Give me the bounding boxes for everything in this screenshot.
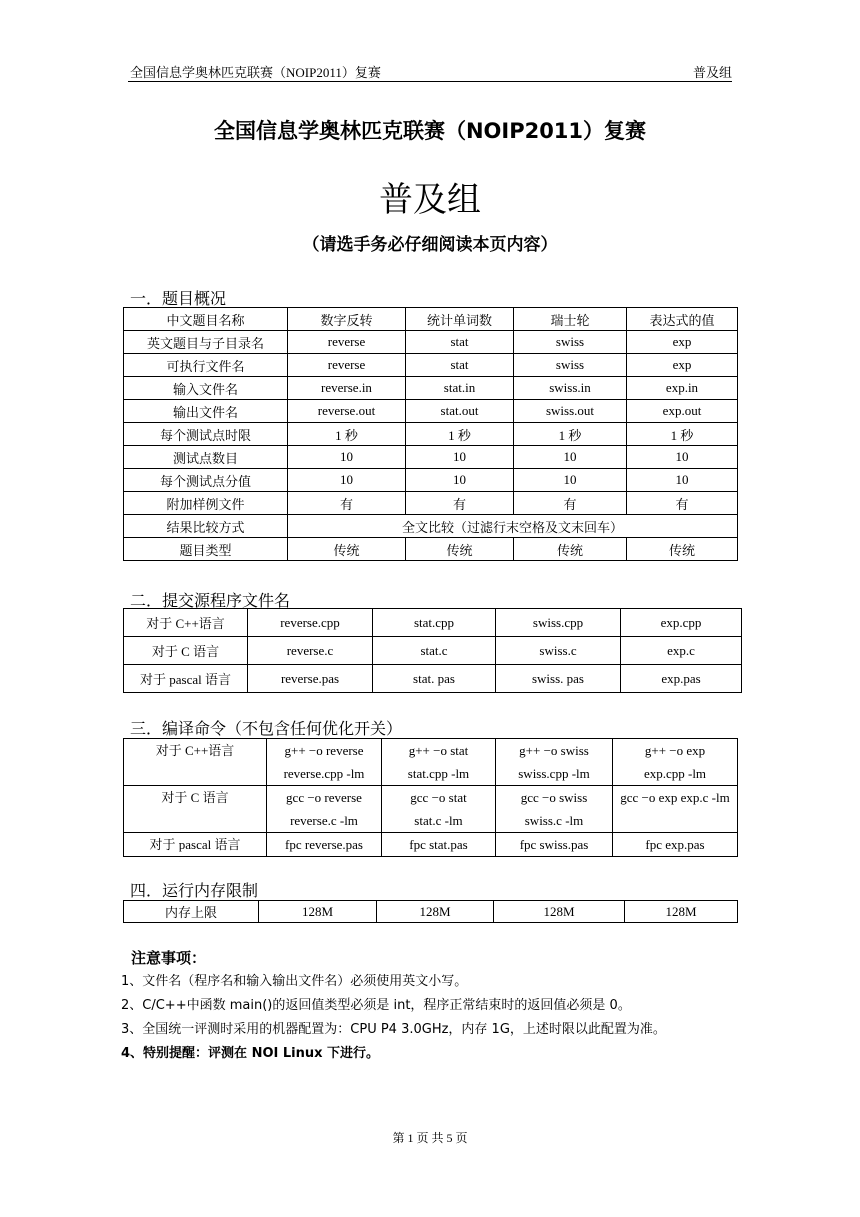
- table-cell: 输出文件名: [124, 400, 288, 423]
- page-number-footer: 第 1 页 共 5 页: [392, 1131, 468, 1145]
- note-item: 3、全国统一评测时采用的机器配置为：CPU P4 3.0GHz，内存 1G，上述时限以此配置为准。: [121, 1022, 666, 1037]
- table-cell: exp.out: [627, 400, 738, 423]
- section-heading-memory-limit: 四．运行内存限制: [130, 881, 259, 900]
- running-header-group: 普及组: [692, 65, 732, 80]
- table-row: [124, 786, 738, 833]
- table-cell: 题目类型: [124, 538, 288, 561]
- cell-line: exp.cpp -lm: [643, 766, 707, 781]
- table-cell: 测试点数目: [124, 446, 288, 469]
- cell-line: stat.c -lm: [414, 813, 463, 828]
- table-cell: 10: [627, 469, 738, 492]
- table-cell: exp.pas: [621, 665, 742, 693]
- table-row: [124, 609, 742, 637]
- table-cell: stat.out: [406, 400, 514, 423]
- header-rule: [128, 81, 732, 82]
- table-cell: exp.c: [621, 637, 742, 665]
- table-cell: 10: [406, 469, 514, 492]
- table-row: [124, 901, 738, 923]
- cell-line: g++ −o exp: [644, 743, 706, 758]
- table-cell: 每个测试点时限: [124, 423, 288, 446]
- cell-line: fpc stat.pas: [409, 837, 468, 852]
- table-cell: reverse.c: [248, 637, 373, 665]
- table-cell: [124, 739, 267, 786]
- table-cell: stat. pas: [373, 665, 496, 693]
- table-cell: 可执行文件名: [124, 354, 288, 377]
- reading-notice: （请选手务必仔细阅读本页内容）: [302, 235, 558, 255]
- table-cell: reverse.pas: [248, 665, 373, 693]
- cell-line: 对于 C++语言: [155, 743, 235, 758]
- table-row: [124, 833, 738, 857]
- cell-line: fpc exp.pas: [645, 837, 705, 852]
- cell-line: swiss.c -lm: [524, 813, 584, 828]
- table-cell: [382, 739, 496, 786]
- memory-limit-table: [123, 900, 738, 923]
- table-cell: 中文题目名称: [124, 308, 288, 331]
- table-cell: [496, 739, 613, 786]
- table-cell: reverse.out: [288, 400, 406, 423]
- table-cell: swiss. pas: [496, 665, 621, 693]
- cell-line: g++ −o stat: [408, 743, 469, 758]
- table-cell: 1 秒: [406, 423, 514, 446]
- table-cell: 内存上限: [124, 901, 259, 923]
- cell-line: gcc −o swiss: [520, 790, 588, 805]
- table-row: [124, 515, 738, 538]
- table-cell: 128M: [377, 901, 494, 923]
- table-row: [124, 377, 738, 400]
- table-cell: 对于 C 语言: [124, 637, 248, 665]
- section-heading-compile-commands: 三．编译命令（不包含任何优化开关）: [130, 719, 403, 738]
- table-cell: 传统: [514, 538, 627, 561]
- table-cell: [613, 786, 738, 833]
- table-row: [124, 739, 738, 786]
- table-cell: swiss.out: [514, 400, 627, 423]
- table-row: [124, 637, 742, 665]
- table-cell: 有: [514, 492, 627, 515]
- table-cell: 10: [514, 469, 627, 492]
- table-cell: 1 秒: [288, 423, 406, 446]
- table-cell: swiss.cpp: [496, 609, 621, 637]
- table-cell: [267, 833, 382, 857]
- table-row: [124, 492, 738, 515]
- table-cell: 表达式的值: [627, 308, 738, 331]
- cell-line: 对于 pascal 语言: [149, 837, 241, 852]
- table-cell: [267, 739, 382, 786]
- table-cell: reverse: [288, 331, 406, 354]
- table-row: [124, 538, 738, 561]
- table-cell: 每个测试点分值: [124, 469, 288, 492]
- table-cell: reverse.cpp: [248, 609, 373, 637]
- table-cell: 128M: [625, 901, 738, 923]
- table-cell: reverse: [288, 354, 406, 377]
- note-item: 2、C/C++中函数 main()的返回值类型必须是 int，程序正常结束时的返回值必须是 0。: [121, 998, 631, 1013]
- table-cell: 对于 pascal 语言: [124, 665, 248, 693]
- cell-line: reverse.cpp -lm: [283, 766, 365, 781]
- section-heading-overview: 一．题目概况: [130, 289, 227, 308]
- compile-command-table: [123, 738, 738, 857]
- table-cell: stat.cpp: [373, 609, 496, 637]
- table-cell: [267, 786, 382, 833]
- table-cell: swiss.c: [496, 637, 621, 665]
- table-cell: 128M: [259, 901, 377, 923]
- problem-overview-table: [123, 307, 738, 561]
- table-cell: 10: [406, 446, 514, 469]
- table-cell: 有: [627, 492, 738, 515]
- running-header-title: 全国信息学奥林匹克联赛（NOIP2011）复赛: [130, 65, 381, 80]
- table-cell: 传统: [406, 538, 514, 561]
- table-cell: 10: [627, 446, 738, 469]
- note-item: 1、文件名（程序名和输入输出文件名）必须使用英文小写。: [121, 974, 468, 989]
- cell-line: reverse.c -lm: [290, 813, 358, 828]
- source-filename-table: [123, 608, 742, 693]
- table-cell: 有: [406, 492, 514, 515]
- section-heading-source-files: 二．提交源程序文件名: [130, 591, 291, 610]
- cell-line: g++ −o reverse: [284, 743, 364, 758]
- table-cell: [496, 786, 613, 833]
- table-row: [124, 423, 738, 446]
- table-cell: swiss: [514, 354, 627, 377]
- table-cell: 附加样例文件: [124, 492, 288, 515]
- table-cell: stat: [406, 331, 514, 354]
- table-cell: 1 秒: [514, 423, 627, 446]
- table-cell: exp: [627, 331, 738, 354]
- table-row: [124, 331, 738, 354]
- table-cell: 全文比较（过滤行末空格及文末回车）: [288, 515, 738, 538]
- table-cell: exp.in: [627, 377, 738, 400]
- cell-line: swiss.cpp -lm: [518, 766, 590, 781]
- table-row: [124, 308, 738, 331]
- table-cell: [382, 833, 496, 857]
- table-cell: exp.cpp: [621, 609, 742, 637]
- cell-line: gcc −o exp exp.c -lm: [620, 790, 730, 805]
- table-cell: 传统: [627, 538, 738, 561]
- table-cell: [613, 833, 738, 857]
- table-cell: 10: [514, 446, 627, 469]
- table-cell: 10: [288, 469, 406, 492]
- table-cell: 英文题目与子目录名: [124, 331, 288, 354]
- document-subtitle: 普及组: [379, 180, 481, 220]
- table-cell: [496, 833, 613, 857]
- table-cell: stat: [406, 354, 514, 377]
- table-row: [124, 400, 738, 423]
- table-cell: 瑞士轮: [514, 308, 627, 331]
- table-cell: [124, 786, 267, 833]
- table-cell: 对于 C++语言: [124, 609, 248, 637]
- document-title: 全国信息学奥林匹克联赛（NOIP2011）复赛: [213, 119, 647, 143]
- cell-line: gcc −o reverse: [286, 790, 362, 805]
- table-cell: 128M: [494, 901, 625, 923]
- table-row: [124, 354, 738, 377]
- table-cell: 结果比较方式: [124, 515, 288, 538]
- table-cell: [382, 786, 496, 833]
- table-cell: swiss.in: [514, 377, 627, 400]
- note-item: 4、特别提醒：评测在 NOI Linux 下进行。: [121, 1046, 380, 1061]
- table-cell: stat.c: [373, 637, 496, 665]
- table-cell: [124, 833, 267, 857]
- table-cell: swiss: [514, 331, 627, 354]
- table-cell: stat.in: [406, 377, 514, 400]
- table-cell: exp: [627, 354, 738, 377]
- cell-line: gcc −o stat: [410, 790, 467, 805]
- cell-line: 对于 C 语言: [161, 790, 229, 805]
- table-cell: [613, 739, 738, 786]
- table-cell: 统计单词数: [406, 308, 514, 331]
- table-cell: 输入文件名: [124, 377, 288, 400]
- notes-title: 注意事项：: [131, 949, 207, 967]
- table-row: [124, 469, 738, 492]
- cell-line: fpc reverse.pas: [285, 837, 363, 852]
- table-row: [124, 665, 742, 693]
- table-cell: 10: [288, 446, 406, 469]
- table-cell: 有: [288, 492, 406, 515]
- table-cell: 传统: [288, 538, 406, 561]
- cell-line: stat.cpp -lm: [407, 766, 470, 781]
- cell-line: fpc swiss.pas: [519, 837, 589, 852]
- table-row: [124, 446, 738, 469]
- table-cell: reverse.in: [288, 377, 406, 400]
- table-cell: 数字反转: [288, 308, 406, 331]
- cell-line: g++ −o swiss: [519, 743, 589, 758]
- table-cell: 1 秒: [627, 423, 738, 446]
